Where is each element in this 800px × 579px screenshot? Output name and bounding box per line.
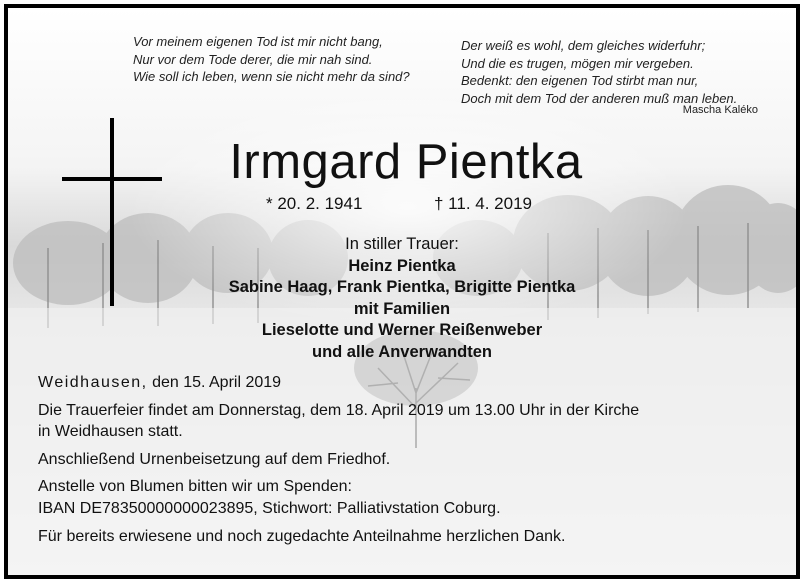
mourner-line: Sabine Haag, Frank Pientka, Brigitte Pientka [228, 278, 576, 296]
mourner-line: mit Familien [353, 299, 451, 318]
donation-text: Anstelle von Blumen bitten wir um Spenden: [38, 478, 352, 496]
mourner-line: Heinz Pientka [348, 256, 456, 275]
death-date: † 11. 4. 2019 [434, 194, 532, 213]
mourners-intro: In stiller Trauer: [345, 235, 459, 253]
notice-block [38, 372, 639, 547]
mourner-line: Lieselotte und Werner Reißenweber [261, 321, 543, 339]
mourner-line: und alle Anverwandten [311, 342, 492, 361]
poem-line: Der weiß es wohl, dem gleiches widerfuhr; [461, 38, 706, 53]
birth-date: * 20. 2. 1941 [266, 194, 363, 213]
poem-line: Und die es trugen, mögen mir vergeben. [461, 55, 694, 71]
poem-author: Mascha Kaléko [682, 104, 758, 116]
donation-text: IBAN DE78350000000023895, Stichwort: Palliativstation Coburg. [38, 499, 501, 517]
poem-line: Bedenkt: den eigenen Tod stirbt man nur, [461, 73, 699, 88]
poem-line: Vor meinem eigenen Tod ist mir nicht bang, [133, 34, 383, 49]
poem-line: Nur vor dem Tode derer, die mir nah sind. [133, 51, 373, 67]
mourners-block [8, 234, 796, 363]
poem-right-column [461, 37, 737, 107]
poem-line: Wie soll ich leben, wenn sie nicht mehr da sind? [133, 69, 410, 84]
obituary-frame [4, 4, 800, 579]
poem-line: Doch mit dem Tod der anderen muß man leben. [461, 90, 738, 106]
ceremony-text: Die Trauerfeier findet am Donnerstag, dem 18. April 2019 um 13.00 Uhr in der Kirche [38, 401, 640, 419]
deceased-name: Irmgard Pientka [229, 135, 583, 189]
place: Weidhausen, [38, 374, 148, 391]
thanks-text: Für bereits erwiesene und noch zugedachte Anteilnahme herzlichen Dank. [38, 527, 566, 545]
ceremony-text: in Weidhausen statt. [38, 423, 183, 441]
place-date [38, 372, 639, 394]
burial-text: Anschließend Urnenbeisetzung auf dem Friedhof. [38, 450, 391, 468]
notice-date: den 15. April 2019 [152, 374, 282, 391]
poem-left-column [133, 33, 410, 86]
